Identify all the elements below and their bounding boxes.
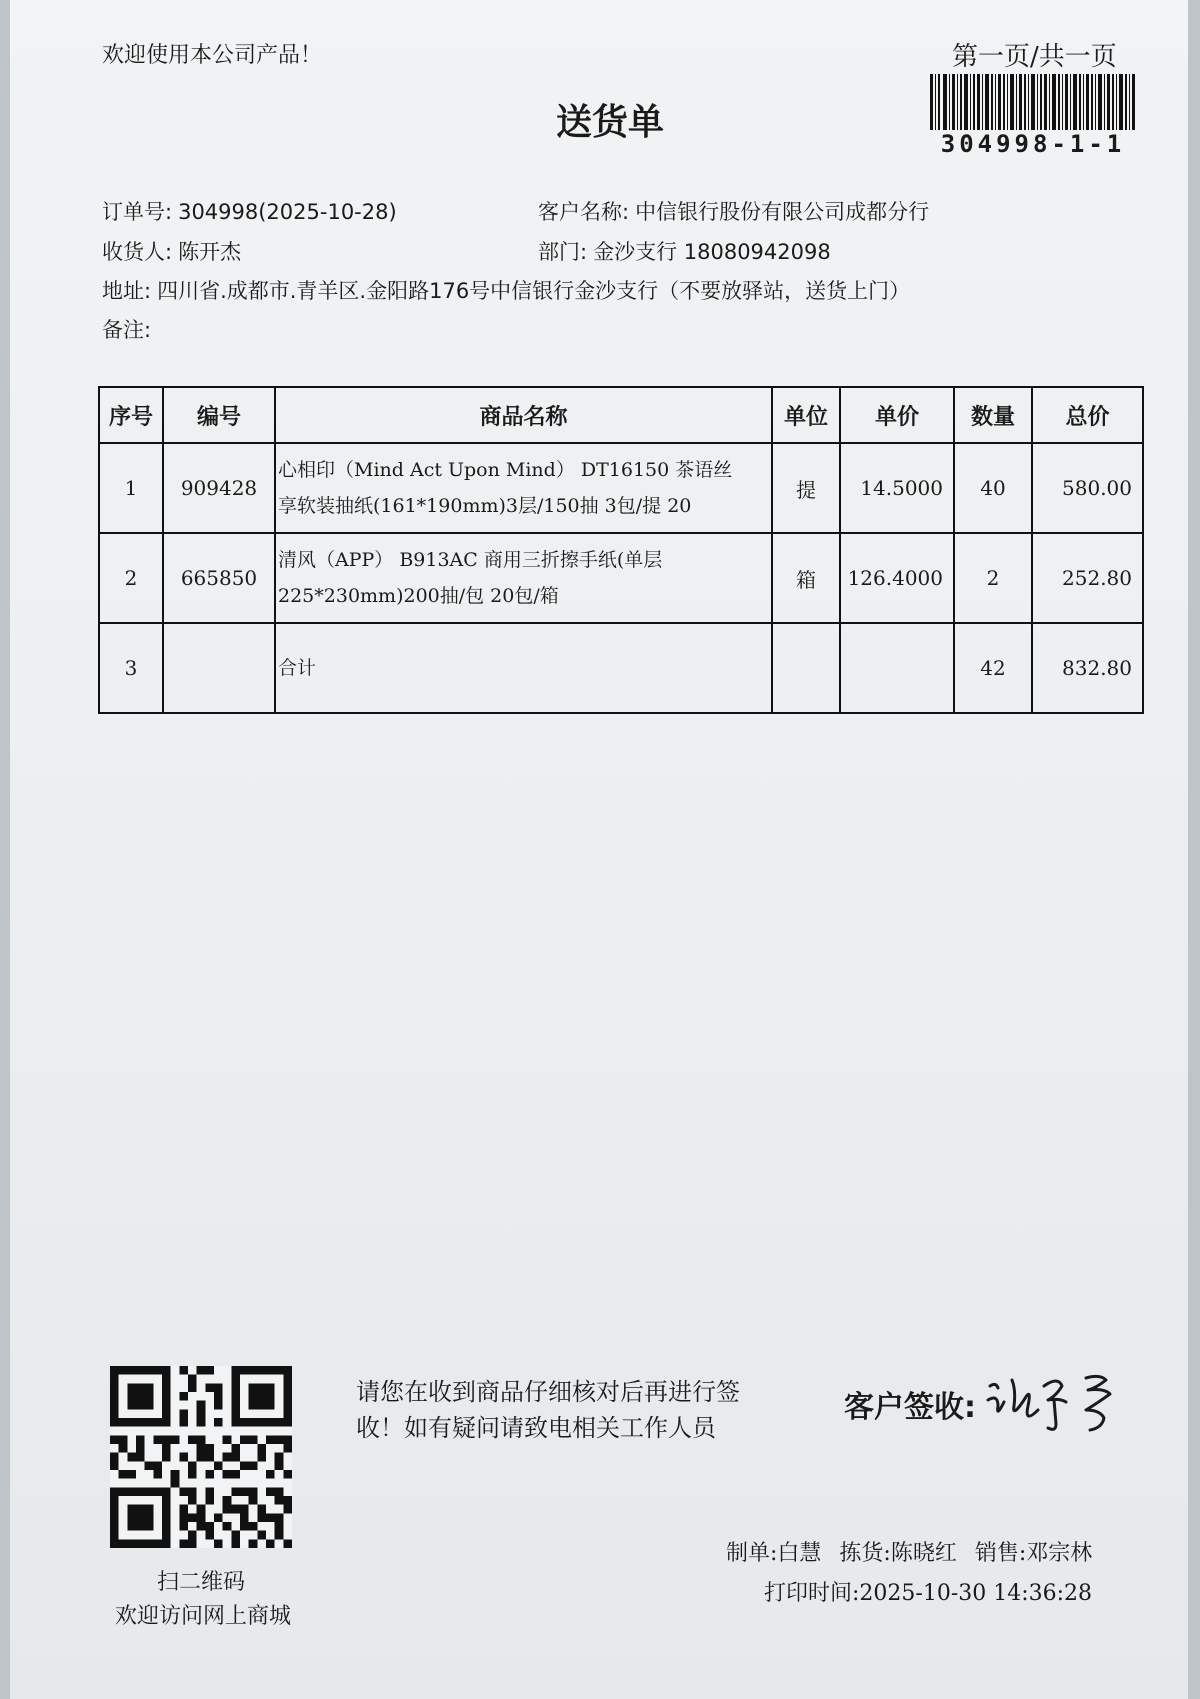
cell-name xyxy=(275,623,772,713)
cell-unit xyxy=(772,623,840,713)
cell-seq: 1 xyxy=(99,443,163,533)
qr-caption-shop: 欢迎访问网上商城 xyxy=(114,1604,291,1629)
verification-notice xyxy=(356,1374,776,1446)
customer-name-field xyxy=(538,196,929,226)
department-label: 部门: xyxy=(538,240,588,264)
address-value: 四川省.成都市.青羊区.金阳路176号中信银行金沙支行（不要放驿站，送货上门） xyxy=(157,279,911,303)
cell-code: 665850 xyxy=(163,533,275,623)
cell-total: 832.80 xyxy=(1032,623,1143,713)
cell-price: 126.4000 xyxy=(840,533,954,623)
order-number-value: 304998(2025-10-28) xyxy=(178,200,397,224)
column-header-qty: 数量 xyxy=(954,387,1032,443)
column-header-unit: 单位 xyxy=(772,387,840,443)
cell-name-line2: 225*230mm)200抽/包 20包/箱 xyxy=(278,585,559,607)
receiver-label: 收货人: xyxy=(102,240,173,264)
page-info: 第一页/共一页 xyxy=(952,42,1117,72)
address-label: 地址: xyxy=(102,279,152,303)
cell-name xyxy=(275,443,772,533)
cell-price: 14.5000 xyxy=(840,443,954,533)
staff-line xyxy=(726,1536,1092,1567)
qr-code-icon xyxy=(110,1366,292,1548)
column-header-price: 单价 xyxy=(840,387,954,443)
items-table xyxy=(98,386,1144,714)
maker-text: 制单:白慧 xyxy=(726,1541,822,1566)
customer-signature-label: 客户签收: xyxy=(844,1390,976,1425)
order-number-field xyxy=(102,196,397,226)
picker-text: 拣货:陈晓红 xyxy=(839,1541,957,1566)
column-header-total: 总价 xyxy=(1032,387,1143,443)
table-row xyxy=(99,533,1143,623)
remark-label: 备注: xyxy=(102,318,152,342)
cell-name-line1: 心相印（Mind Act Upon Mind） DT16150 茶语丝 xyxy=(278,459,733,481)
cell-qty: 42 xyxy=(954,623,1032,713)
cell-seq: 2 xyxy=(99,533,163,623)
department-field xyxy=(538,236,831,266)
cell-qty: 2 xyxy=(954,533,1032,623)
cell-name xyxy=(275,533,772,623)
department-value: 金沙支行 18080942098 xyxy=(593,240,831,264)
order-number-label: 订单号: xyxy=(102,200,173,224)
receiver-field xyxy=(102,236,241,266)
barcode-number: 304998-1-1 xyxy=(940,130,1126,158)
welcome-text: 欢迎使用本公司产品！ xyxy=(102,43,323,68)
cell-unit: 箱 xyxy=(772,533,840,623)
document-title: 送货单 xyxy=(555,102,664,143)
cell-name-line1: 清风（APP） B913AC 商用三折擦手纸(单层 xyxy=(278,549,663,571)
cell-total: 252.80 xyxy=(1032,533,1143,623)
cell-price xyxy=(840,623,954,713)
delivery-note-paper xyxy=(10,0,1188,1699)
cell-unit: 提 xyxy=(772,443,840,533)
notice-line2: 收！如有疑问请致电相关工作人员 xyxy=(356,1414,716,1442)
cell-code: 909428 xyxy=(163,443,275,533)
table-row xyxy=(99,443,1143,533)
table-header-row xyxy=(99,387,1143,443)
cell-code xyxy=(163,623,275,713)
print-time: 打印时间:2025-10-30 14:36:28 xyxy=(764,1581,1093,1606)
notice-line1: 请您在收到商品仔细核对后再进行签 xyxy=(356,1378,740,1406)
cell-name-line2: 享软装抽纸(161*190mm)3层/150抽 3包/提 20 xyxy=(278,495,692,517)
receiver-value: 陈开杰 xyxy=(178,240,242,264)
qr-caption: 扫二维码 xyxy=(156,1570,245,1595)
column-header-seq: 序号 xyxy=(99,387,163,443)
cell-total: 580.00 xyxy=(1032,443,1143,533)
address-field xyxy=(102,275,910,305)
cell-qty: 40 xyxy=(954,443,1032,533)
handwritten-signature xyxy=(982,1366,1142,1442)
sales-text: 销售:邓宗林 xyxy=(974,1541,1093,1566)
customer-name-label: 客户名称: xyxy=(538,200,630,224)
cell-name-line1: 合计 xyxy=(278,657,317,679)
column-header-name: 商品名称 xyxy=(275,387,772,443)
column-header-code: 编号 xyxy=(163,387,275,443)
customer-name-value: 中信银行股份有限公司成都分行 xyxy=(635,200,930,224)
remark-field xyxy=(102,314,157,344)
cell-seq: 3 xyxy=(99,623,163,713)
table-row-summary xyxy=(99,623,1143,713)
